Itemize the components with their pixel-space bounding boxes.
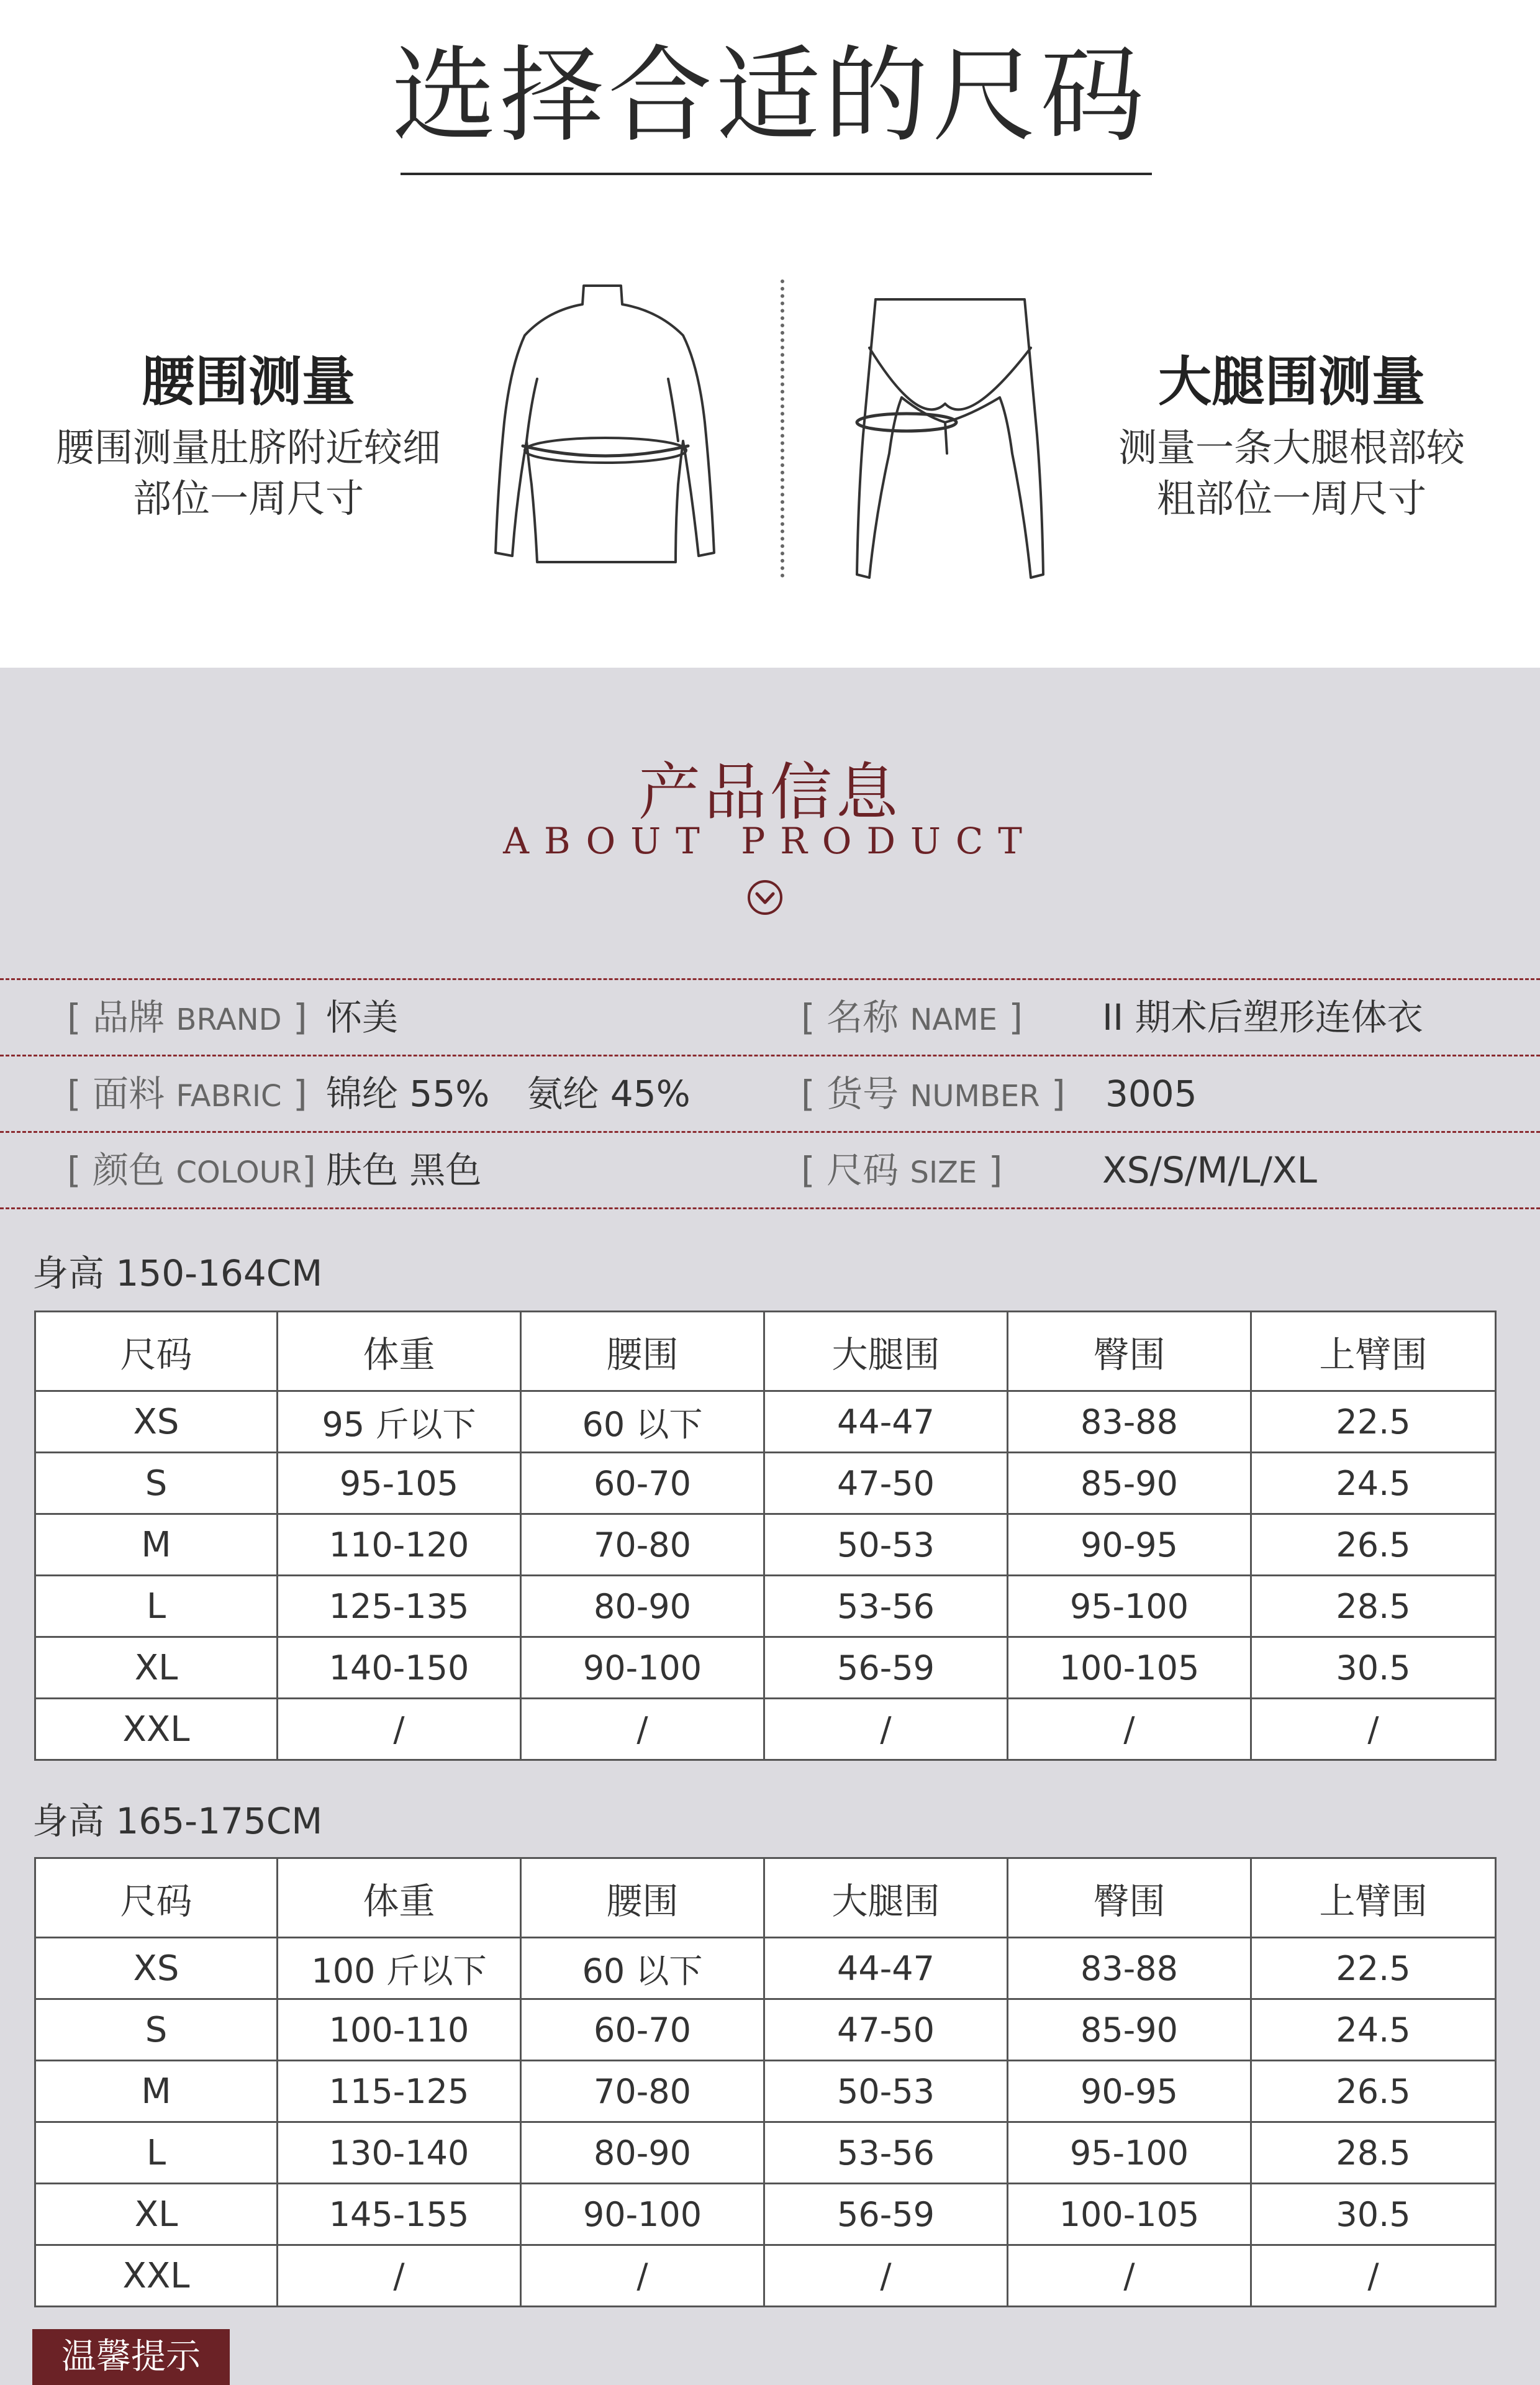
table-cell: 100 斤以下 <box>278 1938 521 1999</box>
table-cell: 90-100 <box>521 2184 764 2245</box>
table-cell: 26.5 <box>1251 1514 1496 1576</box>
table-header-cell: 大腿围 <box>764 1312 1008 1391</box>
info-divider <box>0 1207 1540 1209</box>
table-row <box>35 1938 1496 1999</box>
table-cell: / <box>1251 1699 1496 1760</box>
table-cell: 100-105 <box>1008 1637 1251 1699</box>
size-cell: M <box>35 2061 278 2122</box>
table-header-cell: 尺码 <box>35 1858 278 1938</box>
table-row <box>35 2245 1496 2307</box>
table-cell: 50-53 <box>764 1514 1008 1576</box>
brand-value: 怀美 <box>326 996 399 1038</box>
table-cell: 30.5 <box>1251 1637 1496 1699</box>
size-cell: XS <box>35 1391 278 1453</box>
table-cell: 53-56 <box>764 2122 1008 2184</box>
table-row <box>35 2061 1496 2122</box>
table-cell: 47-50 <box>764 1999 1008 2061</box>
table-cell: 80-90 <box>521 2122 764 2184</box>
page-title: 选择合适的尺码 <box>392 35 1148 157</box>
waist-measure-title: 腰围测量 <box>142 351 355 413</box>
table-header-cell: 上臂围 <box>1251 1312 1496 1391</box>
size-table-2 <box>34 1857 1497 2307</box>
table-cell: 24.5 <box>1251 1999 1496 2061</box>
shirt-waist-figure <box>478 279 727 571</box>
table-cell: / <box>764 2245 1008 2307</box>
thigh-desc-line2: 粗部位一周尺寸 <box>1156 476 1426 521</box>
table-cell: 95 斤以下 <box>278 1391 521 1453</box>
size-cell: M <box>35 1514 278 1576</box>
table-header-row <box>35 1312 1496 1391</box>
table-header-cell: 臀围 <box>1008 1858 1251 1938</box>
table-cell: 115-125 <box>278 2061 521 2122</box>
table-cell: 47-50 <box>764 1453 1008 1514</box>
table-cell: 56-59 <box>764 2184 1008 2245</box>
section-divider <box>781 279 784 578</box>
table-cell: 85-90 <box>1008 1999 1251 2061</box>
table-cell: 95-100 <box>1008 1576 1251 1637</box>
table-cell: 130-140 <box>278 2122 521 2184</box>
table-row <box>35 1514 1496 1576</box>
table-cell: / <box>1251 2245 1496 2307</box>
table-row <box>35 2122 1496 2184</box>
height-label-1: 身高 150-164CM <box>32 1252 323 1294</box>
tips-badge: 温馨提示 <box>32 2329 230 2385</box>
table-cell: / <box>521 2245 764 2307</box>
fabric-value-nylon: 锦纶 55% <box>326 1073 490 1115</box>
table-cell: 110-120 <box>278 1514 521 1576</box>
table-cell: 60 以下 <box>521 1391 764 1453</box>
table-header-cell: 上臂围 <box>1251 1858 1496 1938</box>
table-cell: 140-150 <box>278 1637 521 1699</box>
table-cell: 70-80 <box>521 2061 764 2122</box>
table-cell: 28.5 <box>1251 2122 1496 2184</box>
number-label: [ 货号 NUMBER ] <box>801 1073 1066 1115</box>
size-cell: S <box>35 1999 278 2061</box>
table-cell: 145-155 <box>278 2184 521 2245</box>
table-cell: 90-95 <box>1008 2061 1251 2122</box>
table-cell: 26.5 <box>1251 2061 1496 2122</box>
table-cell: 22.5 <box>1251 1938 1496 1999</box>
table-header-cell: 尺码 <box>35 1312 278 1391</box>
table-cell: 30.5 <box>1251 2184 1496 2245</box>
table-cell: / <box>1008 1699 1251 1760</box>
size-cell: S <box>35 1453 278 1514</box>
waist-desc-line2: 部位一周尺寸 <box>132 476 364 521</box>
thigh-measure-title: 大腿围测量 <box>1158 351 1425 413</box>
table-cell: 44-47 <box>764 1938 1008 1999</box>
table-cell: 95-100 <box>1008 2122 1251 2184</box>
table-cell: 50-53 <box>764 2061 1008 2122</box>
fabric-value-spandex: 氨纶 45% <box>527 1073 691 1115</box>
height-label-2: 身高 165-175CM <box>32 1800 323 1842</box>
table-cell: 56-59 <box>764 1637 1008 1699</box>
table-cell: 83-88 <box>1008 1938 1251 1999</box>
table-row <box>35 1391 1496 1453</box>
fabric-value <box>326 1056 691 1131</box>
table-cell: 60-70 <box>521 1453 764 1514</box>
info-row-brand <box>0 980 1540 1055</box>
table-cell: 60-70 <box>521 1999 764 2061</box>
thigh-desc-line1: 测量一条大腿根部较 <box>1118 425 1465 470</box>
table-cell: 60 以下 <box>521 1938 764 1999</box>
waist-measure-desc <box>6 422 491 524</box>
table-cell: 28.5 <box>1251 1576 1496 1637</box>
name-value: II 期术后塑形连体衣 <box>1102 996 1423 1038</box>
table-cell: 80-90 <box>521 1576 764 1637</box>
size-cell: XL <box>35 2184 278 2245</box>
table-cell: 22.5 <box>1251 1391 1496 1453</box>
name-label: [ 名称 NAME ] <box>801 996 1023 1038</box>
table-row <box>35 1999 1496 2061</box>
table-cell: 100-105 <box>1008 2184 1251 2245</box>
table-cell: 85-90 <box>1008 1453 1251 1514</box>
brand-label: [ 品牌 BRAND ] <box>67 996 307 1038</box>
table-header-cell: 腰围 <box>521 1312 764 1391</box>
info-row-fabric <box>0 1056 1540 1131</box>
table-header-cell: 腰围 <box>521 1858 764 1938</box>
table-row <box>35 1637 1496 1699</box>
product-info-title: 产品信息 <box>638 756 902 829</box>
size-cell: L <box>35 1576 278 1637</box>
table-cell: 125-135 <box>278 1576 521 1637</box>
table-row <box>35 1576 1496 1637</box>
table-cell: / <box>278 2245 521 2307</box>
table-cell: 95-105 <box>278 1453 521 1514</box>
table-header-cell: 体重 <box>278 1312 521 1391</box>
size-label: [ 尺码 SIZE ] <box>801 1149 1003 1191</box>
size-cell: XL <box>35 1637 278 1699</box>
table-row <box>35 1699 1496 1760</box>
size-table-1 <box>34 1311 1497 1761</box>
product-info-subtitle: ABOUT PRODUCT <box>503 820 1037 862</box>
title-underline <box>401 173 1152 175</box>
table-header-cell: 臀围 <box>1008 1312 1251 1391</box>
table-cell: 83-88 <box>1008 1391 1251 1453</box>
table-header-row <box>35 1858 1496 1938</box>
table-cell: 44-47 <box>764 1391 1008 1453</box>
table-cell: / <box>521 1699 764 1760</box>
size-value: XS/S/M/L/XL <box>1102 1149 1317 1191</box>
table-cell: 90-95 <box>1008 1514 1251 1576</box>
size-cell: L <box>35 2122 278 2184</box>
table-cell: / <box>278 1699 521 1760</box>
thigh-measure-desc <box>1049 422 1534 524</box>
thigh-measure-figure <box>845 292 1056 584</box>
table-cell: 70-80 <box>521 1514 764 1576</box>
table-row <box>35 1453 1496 1514</box>
table-cell: 90-100 <box>521 1637 764 1699</box>
table-cell: 24.5 <box>1251 1453 1496 1514</box>
colour-label: [ 颜色 COLOUR] <box>67 1149 316 1191</box>
chevron-down-circle-icon <box>746 879 784 916</box>
size-cell: XS <box>35 1938 278 1999</box>
info-row-colour <box>0 1133 1540 1207</box>
colour-value: 肤色 黑色 <box>326 1149 482 1191</box>
number-value: 3005 <box>1105 1073 1197 1115</box>
table-cell: / <box>764 1699 1008 1760</box>
table-header-cell: 大腿围 <box>764 1858 1008 1938</box>
table-cell: 53-56 <box>764 1576 1008 1637</box>
fabric-label: [ 面料 FABRIC ] <box>67 1073 307 1115</box>
table-header-cell: 体重 <box>278 1858 521 1938</box>
waist-desc-line1: 腰围测量肚脐附近较细 <box>55 425 441 470</box>
table-cell: / <box>1008 2245 1251 2307</box>
table-cell: 100-110 <box>278 1999 521 2061</box>
table-row <box>35 2184 1496 2245</box>
size-cell: XXL <box>35 2245 278 2307</box>
measurement-guide <box>0 0 1540 668</box>
size-cell: XXL <box>35 1699 278 1760</box>
